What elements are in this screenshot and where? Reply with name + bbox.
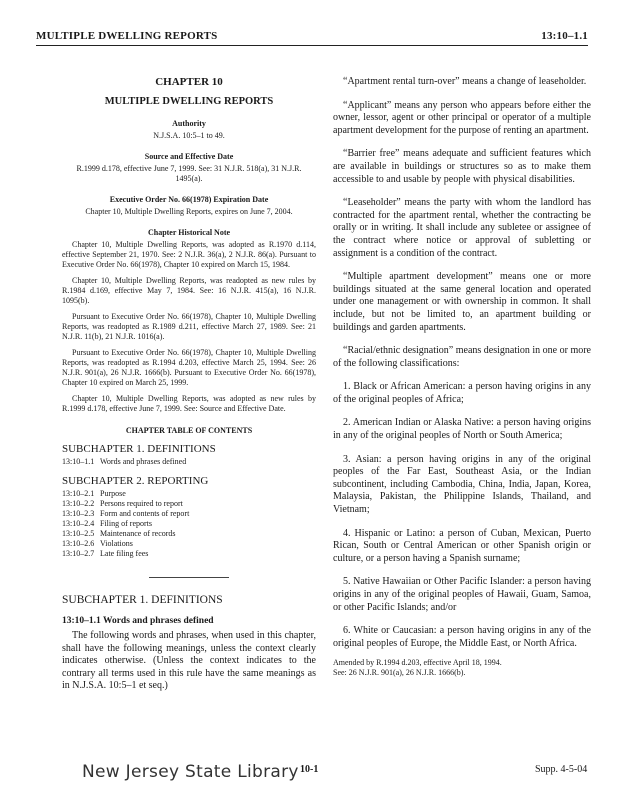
toc-entry-number: 13:10–2.3 — [62, 509, 95, 518]
toc-entry-title: Form and contents of report — [100, 509, 190, 518]
definition-apartment-rental-turnover: “Apartment rental turn-over” means a change of leaseholder. — [343, 76, 587, 87]
toc-entry-title: Filing of reports — [100, 519, 152, 528]
toc-entry-title: Violations — [100, 539, 133, 548]
classification-item: 4. Hispanic or Latino: a person of Cuban, Mexican, Puerto Rican, South or Central American or other Spanish origin or culture, or a person having a Spanish surname; — [333, 527, 591, 564]
toc-entry[interactable] — [62, 509, 316, 519]
left-column — [62, 76, 316, 693]
section-heading: 13:10–1.1 Words and phrases defined — [62, 616, 214, 626]
chapter-title: MULTIPLE DWELLING REPORTS — [104, 96, 274, 107]
header-title: MULTIPLE DWELLING REPORTS — [36, 30, 218, 42]
definition-multiple-apartment-development: “Multiple apartment development” means one or more buildings situated at the same general location and operated under one management or with ownership in common. It shall include, but not be limited to, an apartment building or buildings and garden apartments. — [333, 271, 591, 333]
definition-barrier-free: “Barrier free” means adequate and sufficient features which are available in buildings or structures so as to make them accessible to and usable by people with physical disabilities. — [333, 148, 591, 185]
historical-note-heading: Chapter Historical Note — [147, 228, 231, 237]
toc-entry-title: Words and phrases defined — [100, 457, 187, 466]
amendment-note: Amended by R.1994 d.203, effective April 18, 1994. — [333, 658, 502, 668]
toc-entry[interactable] — [62, 457, 316, 467]
toc-entry-title: Purpose — [100, 489, 126, 498]
authority-text: N.J.S.A. 10:5–1 to 49. — [153, 131, 225, 140]
running-header — [36, 30, 588, 46]
toc-entry[interactable] — [62, 519, 316, 529]
toc-entry-title: Maintenance of records — [100, 529, 176, 538]
historical-note: Chapter 10, Multiple Dwelling Reports, was readopted as new rules by R.1984 d.169, effective May 7, 1984. See: 16 N.J.R. 415(a), 16 N.J.R. 1095(b). — [62, 276, 316, 305]
supplement-date: Supp. 4-5-04 — [535, 764, 588, 775]
right-column — [333, 76, 591, 678]
toc-entry-number: 13:10–2.2 — [62, 499, 95, 508]
source-heading: Source and Effective Date — [144, 152, 234, 161]
toc-entry[interactable] — [62, 499, 316, 509]
definition-applicant: “Applicant” means any person who appears before either the owner, lessor, agent or other principal or operator of a multiple apartment development for the purpose of renting an apartment. — [333, 99, 591, 136]
toc-entry[interactable] — [62, 539, 316, 549]
toc-entry-number: 13:10–2.7 — [62, 549, 95, 558]
definition-leaseholder: “Leaseholder” means the party with whom the landlord has contracted for the apartment rental, whether the contracting be orally or in writing. It shall include any subletee or assignee of the contract where notice or approval of subletting or assignment is a condition of the contract. — [333, 197, 591, 259]
toc-heading: CHAPTER TABLE OF CONTENTS — [125, 426, 253, 435]
classification-item: 3. Asian: a person having origins in any of the original peoples of the Far East, Southeast Asia, or the Indian subcontinent, including Cambodia, China, India, Japan, Korea, Malaysia, Pakistan, the Philippine Islands, Thailand, and Vietnam; — [333, 453, 591, 516]
historical-note: Pursuant to Executive Order No. 66(1978), Chapter 10, Multiple Dwelling Reports, was readopted as R.1989 d.211, effective March 27, 1989. See: 21 N.J.R. 11(b), 21 N.J.R. 1016(a). — [62, 312, 316, 341]
toc-subchapter-1: SUBCHAPTER 1. DEFINITIONS — [62, 443, 216, 455]
page-number: 10-1 — [300, 764, 319, 775]
section-intro-text: The following words and phrases, when used in this chapter, shall have the following meanings, unless the context clearly indicates otherwise. (Unless the context indicates to the contrary all terms used in this rule have the same meanings as in N.J.S.A. 10:5–1 et seq.) — [62, 630, 316, 691]
classification-item: 2. American Indian or Alaska Native: a person having origins in any of the original peoples of North or South America; — [333, 417, 591, 442]
exec-order-heading: Executive Order No. 66(1978) Expiration Date — [109, 195, 269, 204]
header-section: 13:10–1.1 — [541, 30, 588, 42]
classification-item: 6. White or Caucasian: a person having origins in any of the original peoples of Europe, the Middle East, or North Africa. — [333, 625, 591, 649]
toc-entry-number: 13:10–2.5 — [62, 529, 95, 538]
toc-entry-number: 13:10–2.6 — [62, 539, 95, 548]
toc-entry[interactable] — [62, 489, 316, 499]
classification-item: 1. Black or African American: a person having origins in any of the original peoples of Africa; — [333, 381, 591, 405]
chapter-number: CHAPTER 10 — [155, 76, 223, 88]
toc-entry-number: 13:10–1.1 — [62, 457, 95, 466]
toc-entry-number: 13:10–2.4 — [62, 519, 95, 528]
classification-item: 5. Native Hawaiian or Other Pacific Islander: a person having origins in any of the original peoples of Hawaii, Guam, Samoa, or other Pacific Islands; and/or — [333, 576, 591, 613]
library-stamp: New Jersey State Library — [82, 762, 299, 782]
toc-entry-title: Persons required to report — [100, 499, 183, 508]
historical-note: Pursuant to Executive Order No. 66(1978), Chapter 10, Multiple Dwelling Reports, was readopted as R.1994 d.203, effective March 25, 1994. See: 26 N.J.R. 901(a), 26 N.J.R. 1666(b). Pursuant to Executive Order No. 66(1978), Chapter 10 expired on March 25, 1999. — [62, 348, 316, 387]
toc-subchapter-2: SUBCHAPTER 2. REPORTING — [62, 475, 209, 487]
definition-racial-ethnic-designation: “Racial/ethnic designation” means designation in one or more of the following classifications: — [333, 345, 591, 369]
toc-entry[interactable] — [62, 529, 316, 539]
historical-note: Chapter 10, Multiple Dwelling Reports, was adopted as R.1970 d.114, effective September 21, 1970. See: 2 N.J.R. 36(a), 2 N.J.R. 86(a). Pursuant to Executive Order No. 66(1978), Chapter 10 expired on March 15, 1984. — [62, 240, 316, 269]
amendment-citation: See: 26 N.J.R. 901(a), 26 N.J.R. 1666(b). — [333, 668, 466, 678]
toc-entry-title: Late filing fees — [100, 549, 149, 558]
historical-note: Chapter 10, Multiple Dwelling Reports, was adopted as new rules by R.1999 d.178, effective June 7, 1999. See: Source and Effective Date. — [62, 394, 316, 413]
source-text: R.1999 d.178, effective June 7, 1999. See: 31 N.J.R. 518(a), 31 N.J.R. 1495(a). — [76, 164, 302, 183]
section-divider — [149, 577, 229, 578]
exec-order-text: Chapter 10, Multiple Dwelling Reports, expires on June 7, 2004. — [85, 207, 293, 216]
toc-entry-number: 13:10–2.1 — [62, 489, 95, 498]
authority-heading: Authority — [172, 119, 206, 128]
subchapter-heading: SUBCHAPTER 1. DEFINITIONS — [62, 594, 223, 606]
toc-entry[interactable] — [62, 549, 316, 559]
